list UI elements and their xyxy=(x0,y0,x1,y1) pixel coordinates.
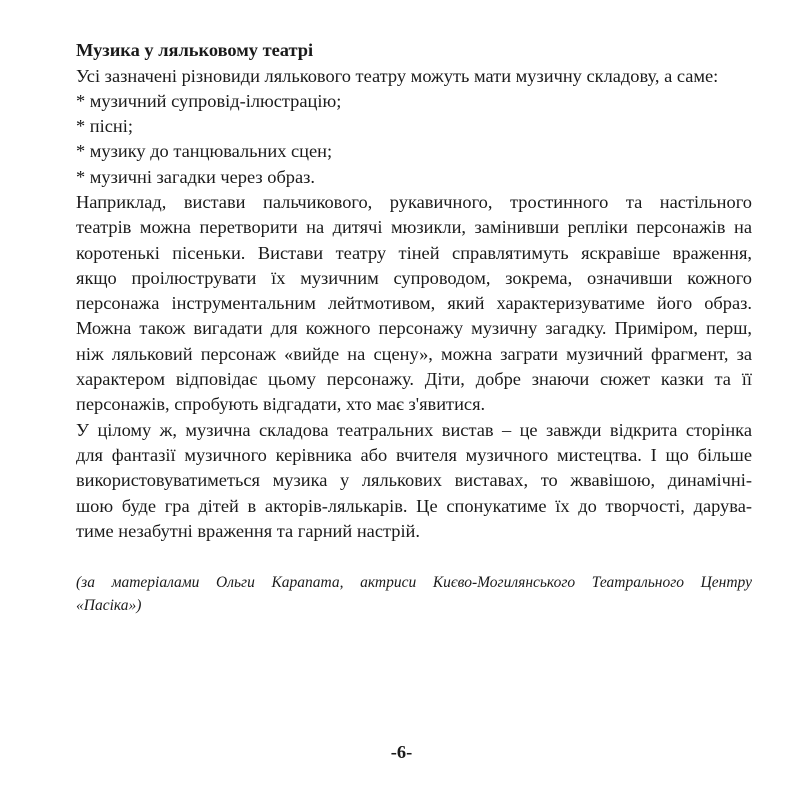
text-line: персонажа інструментальним лейтмотивом, який характеризуватиме його образ. xyxy=(76,293,752,314)
text-line: театрів можна перетворити на дитячі мюзикли, замінивши репліки персонажів на xyxy=(76,217,752,238)
text-line: Усі зазначені різновиди лялькового театру можуть мати музичну складову, а саме: xyxy=(76,65,719,86)
source-credit xyxy=(76,572,752,617)
text-line: тиме незабутні враження та гарний настрій. xyxy=(76,520,420,541)
credit-line: «Пасіка») xyxy=(76,596,142,614)
bullet-item: * музичні загадки через образ. xyxy=(76,166,316,187)
bullet-item: * пісні; xyxy=(76,116,133,137)
text-line: Наприклад, вистави пальчикового, рукавичного, тростинного та настільного xyxy=(76,191,752,212)
bullet-item: * музичний супровід-ілюстрацію; xyxy=(76,90,342,111)
text-line: для фантазії музичного керівника або вчителя музичного мистецтва. І що більше xyxy=(76,444,752,465)
text-line: коротенькі пісеньки. Вистави театру тіней справлятимуть яскравіше враження, xyxy=(76,242,752,263)
bullet-item: * музику до танцювальних сцен; xyxy=(76,141,333,162)
page-number: -6- xyxy=(390,742,413,762)
text-line: якщо проілюструвати їх музичним супроводом, зокрема, означивши кожного xyxy=(76,267,752,288)
body-text xyxy=(76,64,752,545)
text-line: характером відповідає цьому персонажу. Діти, добре знаючи сюжет казки та її xyxy=(76,369,752,390)
text-line: Можна також вигадати для кожного персонажу музичну загадку. Приміром, перш, xyxy=(76,318,752,339)
text-line: використовуватиметься музика у лялькових виставах, то жвавішою, динамічні- xyxy=(76,470,752,491)
text-line: персонажів, спробують відгадати, хто має з'явитися. xyxy=(76,394,486,415)
text-line: ніж ляльковий персонаж «вийде на сцену», можна заграти музичний фрагмент, за xyxy=(76,343,752,364)
credit-line: (за матеріалами Ольги Карапата, актриси Києво-Могилянського Театрального Центру xyxy=(76,574,752,591)
section-title: Музика у ляльковому театрі xyxy=(76,40,314,60)
text-line: У цілому ж, музична складова театральних вистав – це завжди відкрита сторінка xyxy=(76,419,752,440)
text-line: шою буде гра дітей в акторів-лялькарів. Це спонукатиме їх до творчості, дарува- xyxy=(76,495,752,516)
